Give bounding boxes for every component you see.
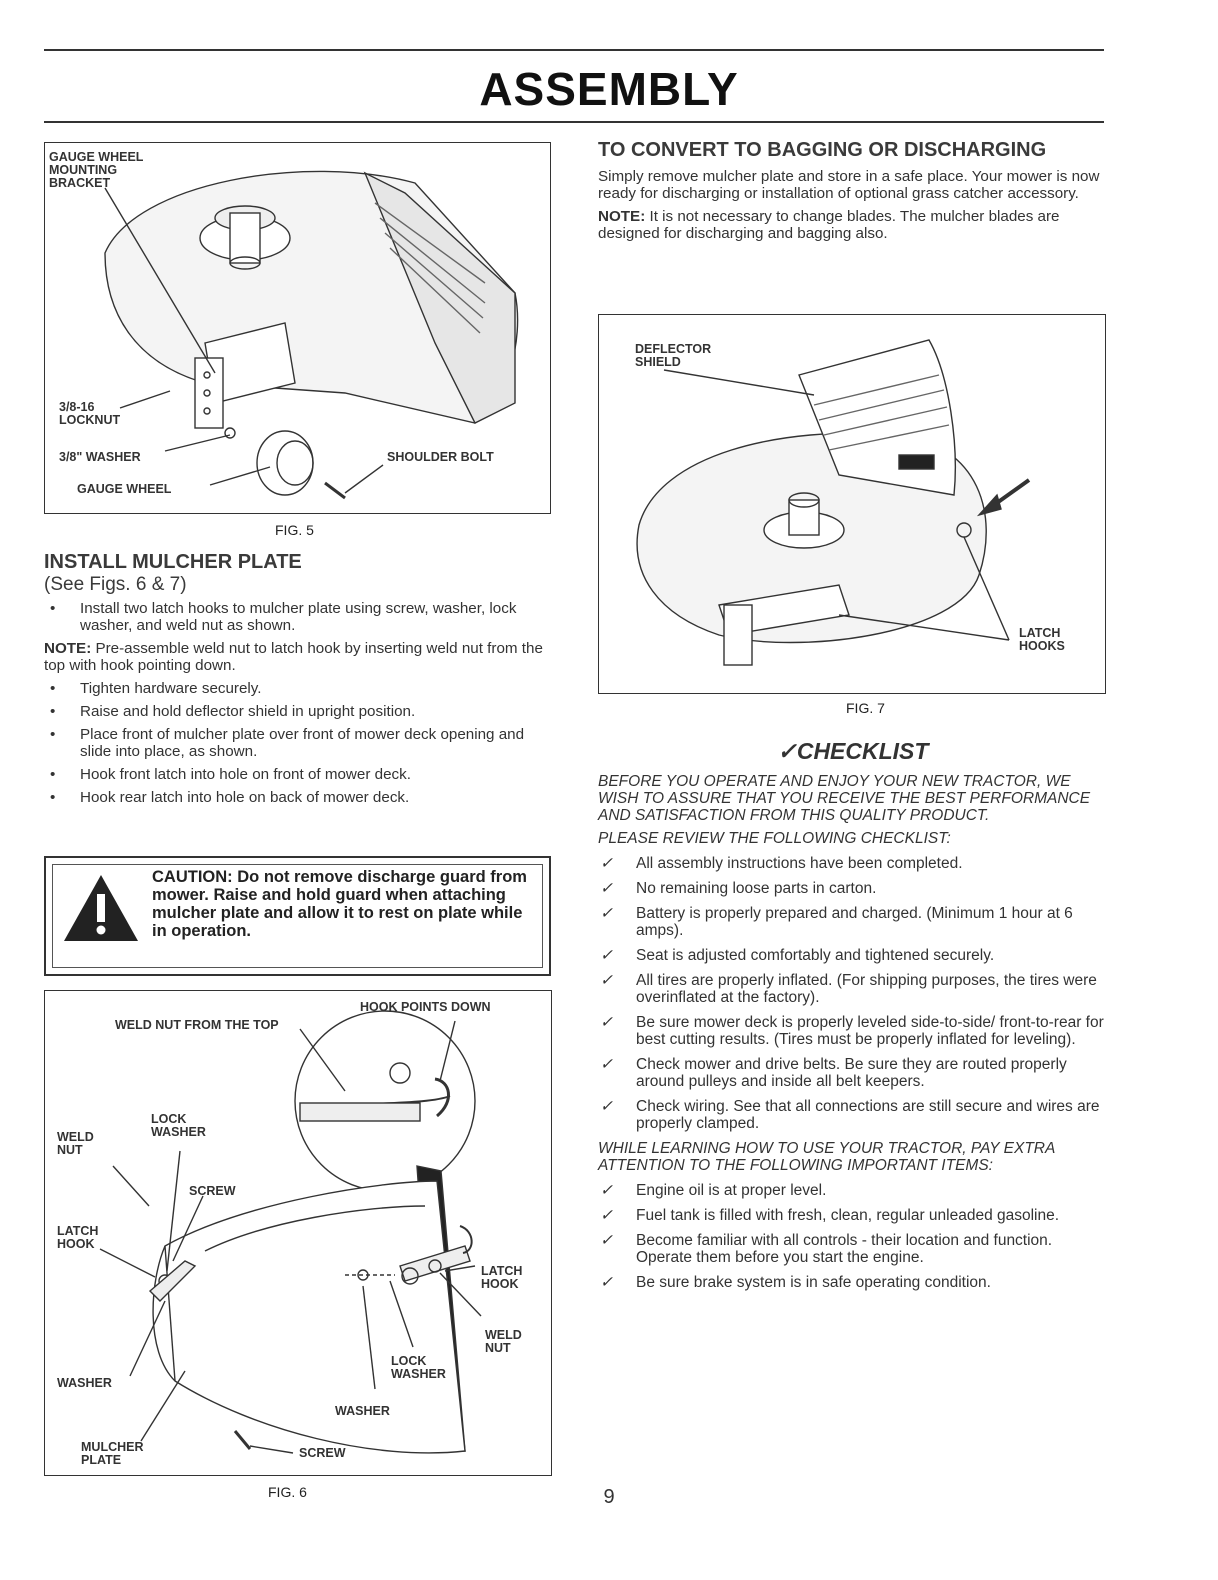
fig5-illustration xyxy=(44,142,551,514)
checklist-item: ✓ All tires are properly inflated. (For shipping purposes, the tires were overinflated at the factory). xyxy=(600,972,1097,1006)
page-title: ASSEMBLY xyxy=(479,63,739,115)
checklist-item: ✓ All assembly instructions have been completed. xyxy=(600,855,963,872)
check-mark-icon: ✓ xyxy=(600,1274,613,1291)
fig6-label-screw-top: SCREW xyxy=(189,1184,236,1198)
fig5-label-bracket: GAUGE WHEEL MOUNTING BRACKET xyxy=(49,150,144,191)
check-mark-icon: ✓ xyxy=(777,738,797,764)
fig7-label-deflector-shield: DEFLECTOR SHIELD xyxy=(635,342,712,370)
fig6-label-latch-hook-right: LATCH HOOK xyxy=(481,1264,523,1292)
fig6-label-screw-bottom: SCREW xyxy=(299,1446,346,1460)
convert-note: NOTE: It is not necessary to change blades. The mulcher blades are designed for discharging and bagging also. xyxy=(598,207,1060,242)
fig7-label-latch-hooks: LATCH HOOKS xyxy=(1019,626,1065,654)
fig6-label-latch-hook-left: LATCH HOOK xyxy=(57,1224,99,1252)
fig6-label-weld-nut-left: WELD NUT xyxy=(57,1130,94,1158)
checklist-while-learning: WHILE LEARNING HOW TO USE YOUR TRACTOR, PAY EXTRA ATTENTION TO THE FOLLOWING IMPORTANT ITEMS: xyxy=(598,1140,1055,1174)
install-bullet: • Tighten hardware securely. xyxy=(50,679,262,697)
fig5-caption: FIG. 5 xyxy=(275,522,314,538)
check-mark-icon: ✓ xyxy=(600,1207,613,1224)
fig6-label-weld-nut-right: WELD NUT xyxy=(485,1328,522,1356)
fig5-label-shoulder-bolt: SHOULDER BOLT xyxy=(387,450,494,464)
checklist-heading: ✓CHECKLIST xyxy=(777,738,929,764)
check-mark-icon: ✓ xyxy=(600,1056,613,1073)
fig7-illustration xyxy=(598,314,1106,694)
checklist-item: ✓ Check mower and drive belts. Be sure they are routed properly around pulleys and inside all belt keepers. xyxy=(600,1056,1067,1090)
install-note: NOTE: Pre-assemble weld nut to latch hook by inserting weld nut from the top with hook pointing down. xyxy=(44,639,543,674)
check-mark-icon: ✓ xyxy=(600,972,613,989)
fig6-label-mulcher-plate: MULCHER PLATE xyxy=(81,1440,144,1468)
install-bullet: • Hook rear latch into hole on back of mower deck. xyxy=(50,788,410,806)
checklist-item: ✓ Be sure brake system is in safe operating condition. xyxy=(600,1274,991,1291)
check-mark-icon: ✓ xyxy=(600,1098,613,1115)
checklist-review: PLEASE REVIEW THE FOLLOWING CHECKLIST: xyxy=(598,830,951,847)
convert-body: Simply remove mulcher plate and store in a safe place. Your mower is now ready for discharging or installation of optional grass catcher accessory. xyxy=(598,167,1100,202)
checklist-intro: BEFORE YOU OPERATE AND ENJOY YOUR NEW TRACTOR, WE WISH TO ASSURE THAT YOU RECEIVE THE BEST PERFORMANCE AND SATISFACTION FROM THIS QUALITY PRODUCT. xyxy=(598,773,1091,824)
check-mark-icon: ✓ xyxy=(600,1182,613,1199)
install-bullet: • Hook front latch into hole on front of mower deck. xyxy=(50,765,411,783)
fig6-caption: FIG. 6 xyxy=(268,1484,307,1500)
checklist-item: ✓ Seat is adjusted comfortably and tightened securely. xyxy=(600,947,995,964)
fig6-label-lock-washer-right: LOCK WASHER xyxy=(391,1354,446,1382)
caution-box xyxy=(44,856,551,976)
checklist-item: ✓ Check wiring. See that all connections are still secure and wires are properly clamped. xyxy=(600,1098,1100,1132)
check-mark-icon: ✓ xyxy=(600,905,613,922)
check-mark-icon: ✓ xyxy=(600,855,613,872)
warning-triangle-icon xyxy=(62,872,140,944)
fig6-label-weld-nut-from-top: WELD NUT FROM THE TOP xyxy=(115,1018,279,1032)
page-number: 9 xyxy=(603,1486,615,1508)
check-mark-icon: ✓ xyxy=(600,947,613,964)
install-heading: INSTALL MULCHER PLATE xyxy=(44,551,302,573)
checklist-item: ✓ Become familiar with all controls - their location and function. Operate them before you start the engine. xyxy=(600,1232,1053,1266)
fig6-label-washer-left: WASHER xyxy=(57,1376,112,1390)
install-bullet-1: • Install two latch hooks to mulcher plate using screw, washer, lock washer, and weld nut as shown. xyxy=(50,599,517,634)
convert-heading: TO CONVERT TO BAGGING OR DISCHARGING xyxy=(598,139,1047,161)
fig6-drawing xyxy=(45,991,551,1475)
title-underline xyxy=(44,121,1104,123)
fig5-label-locknut: 3/8-16 LOCKNUT xyxy=(59,400,121,428)
checklist-item: ✓ Fuel tank is filled with fresh, clean, regular unleaded gasoline. xyxy=(600,1207,1060,1224)
check-mark-icon: ✓ xyxy=(600,1232,613,1249)
checklist-section xyxy=(598,738,1108,1299)
checklist-item: ✓ Engine oil is at proper level. xyxy=(600,1182,827,1199)
install-section xyxy=(44,552,554,812)
fig5-label-washer: 3/8" WASHER xyxy=(59,450,141,464)
fig6-illustration xyxy=(44,990,552,1476)
checklist-item: ✓ Be sure mower deck is properly leveled side-to-side/ front-to-rear for best cutting results. (Tires must be properly inflated for leveling). xyxy=(600,1014,1104,1048)
install-bullet: • Place front of mulcher plate over front of mower deck opening and slide into place, as shown. xyxy=(50,725,525,760)
fig7-caption: FIG. 7 xyxy=(846,700,885,716)
fig6-label-washer-right: WASHER xyxy=(335,1404,390,1418)
checklist-item: ✓ Battery is properly prepared and charged. (Minimum 1 hour at 6 amps). xyxy=(600,905,1073,939)
convert-section xyxy=(598,140,1104,242)
fig6-label-lock-washer-left: LOCK WASHER xyxy=(151,1112,206,1140)
check-mark-icon: ✓ xyxy=(600,880,613,897)
fig5-label-gauge-wheel: GAUGE WHEEL xyxy=(77,482,172,496)
check-mark-icon: ✓ xyxy=(600,1014,613,1031)
caution-text: CAUTION: Do not remove discharge guard from mower. Raise and hold guard when attaching mulcher plate and allow it to rest on plate while in operation. xyxy=(152,868,527,940)
install-bullet: • Raise and hold deflector shield in upright position. xyxy=(50,702,416,720)
install-subheading: (See Figs. 6 & 7) xyxy=(44,573,187,595)
top-rule xyxy=(44,49,1104,51)
checklist-item: ✓ No remaining loose parts in carton. xyxy=(600,880,877,897)
fig6-label-hook-points-down: HOOK POINTS DOWN xyxy=(360,1000,491,1014)
